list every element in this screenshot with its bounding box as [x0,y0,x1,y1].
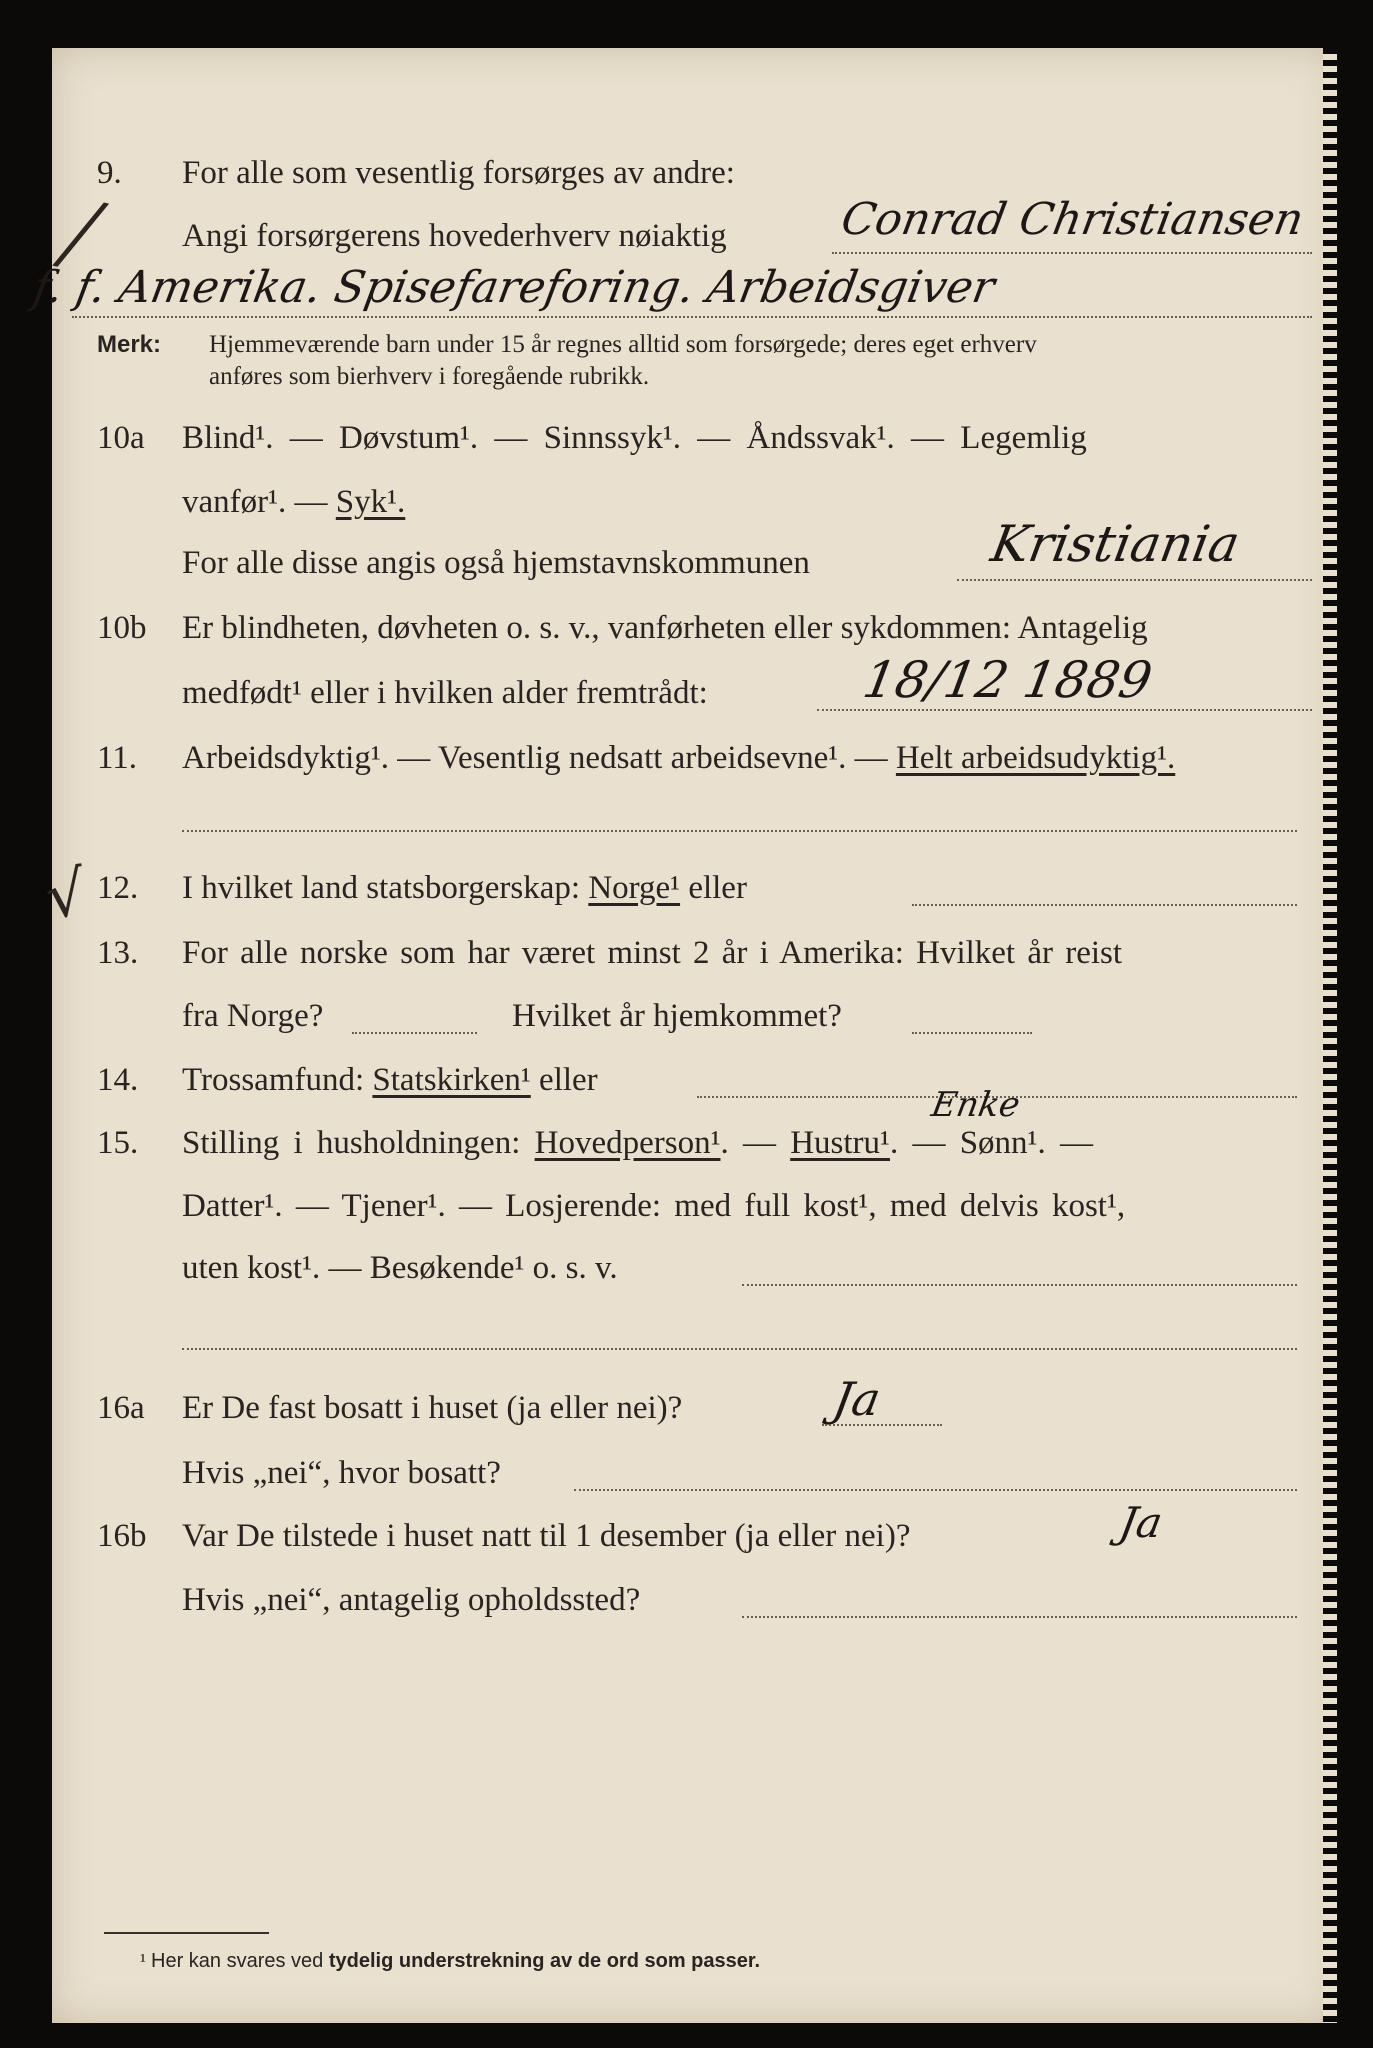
question-11 [52,738,1337,778]
answer-line [742,1616,1297,1618]
question-12 [52,868,1337,908]
question-number: 13. [97,935,139,971]
question-text: Stilling i husholdningen: [182,1125,535,1161]
question-text: . — Sønn¹. — [889,1125,1093,1161]
underlined-choice: Helt arbeidsudyktig¹. [895,740,1176,776]
question-text: Datter¹. — Tjener¹. — Losjerende: med full kost¹, med delvis kost¹, [182,1188,1126,1224]
question-9-line3 [29,262,1337,318]
question-number: 16b [97,1518,147,1554]
handwritten-answer: 18/12 1889 [858,651,1157,709]
question-10b [52,608,1337,648]
question-text: Angi forsørgerens hovederhverv nøiaktig [182,218,727,254]
question-text: vanfør¹. — [182,484,336,520]
question-text: eller [680,870,747,906]
footnote-rule [104,1932,269,1934]
question-text: Trossamfund: [182,1062,373,1098]
question-text: . — [720,1125,791,1161]
question-text: For alle norske som har været minst 2 år i Amerika: Hvilket år reist [182,935,1123,971]
question-text: Var De tilstede i huset natt til 1 desember (ja eller nei)? [182,1518,911,1554]
answer-line [822,1424,942,1426]
question-10a [52,418,1337,458]
question-16b [52,1498,1337,1556]
question-text: Blind¹. — Døvstum¹. — Sinnssyk¹. — Åndssvak¹. — Legemlig [182,420,1087,456]
check-mark-icon: ╱ [54,194,107,275]
question-text: Hvis „nei“, hvor bosatt? [182,1455,501,1491]
answer-line [72,316,1312,318]
answer-line [742,1284,1297,1286]
question-13-line2 [52,996,1337,1036]
footnote-mark: ¹ [140,1950,146,1972]
question-number: 15. [97,1125,139,1161]
question-15-line2 [52,1186,1337,1226]
handwritten-answer: Ja [1115,1498,1167,1547]
answer-line [817,709,1312,711]
question-15-line3 [52,1248,1337,1288]
question-15 [52,1085,1337,1163]
question-number: 16a [97,1390,145,1426]
question-16b-line2 [52,1580,1337,1620]
question-number: 11. [97,740,138,776]
note-merk [52,330,1337,390]
underlined-choice: Statskirken¹ [372,1062,531,1098]
question-text: For alle disse angis også hjemstavnskommunen [182,545,810,581]
question-text: medfødt¹ eller i hvilken alder fremtrådt: [182,675,708,711]
question-text: Hvis „nei“, antagelig opholdssted? [182,1582,641,1618]
question-number: 9. [97,155,122,191]
question-10a-line3 [52,515,1337,583]
handwritten-answer: f. f. Amerika. Spisefareforing. Arbeidsgiver [29,262,999,313]
question-16a [52,1372,1337,1428]
footnote-text-bold: tydelig understrekning av de ord som passer. [328,1950,761,1972]
footnote [140,1948,760,1974]
note-label: Merk: [97,331,162,358]
handwritten-answer: Kristiania [986,515,1244,573]
handwritten-answer: Enke [928,1085,1023,1125]
question-9 [52,153,1337,193]
question-16a-line2 [52,1453,1337,1493]
question-text: fra Norge? [182,998,324,1034]
question-text: Er De fast bosatt i huset (ja eller nei)? [182,1390,683,1426]
answer-line [574,1489,1297,1491]
question-number: 12. [97,870,139,906]
answer-line [957,579,1312,581]
answer-line [182,830,1297,832]
answer-line [182,1348,1297,1350]
underlined-choice: Norge¹ [588,870,681,906]
census-form-page [29,48,1337,2023]
underlined-choice: Syk¹. [335,484,406,520]
question-14 [52,1060,1337,1100]
check-mark-icon: √ [41,855,91,934]
answer-line [912,904,1297,906]
question-text: uten kost¹. — Besøkende¹ o. s. v. [182,1250,618,1286]
handwritten-answer: Conrad Christiansen [837,194,1308,245]
underlined-choice: Hustru¹ [790,1125,890,1161]
question-10b-line2 [52,651,1337,713]
question-text: For alle som vesentlig forsørges av andre: [182,155,735,191]
answer-line [832,252,1312,254]
footnote-text: Her kan svares ved [151,1950,329,1972]
answer-line [912,1032,1032,1034]
question-9-line2 [52,194,1337,256]
note-text: Hjemmeværende barn under 15 år regnes alltid som forsørgede; deres eget erhverv [209,331,1037,358]
question-13 [52,933,1337,973]
question-text: Er blindheten, døvheten o. s. v., vanførheten eller sykdommen: Antagelig [182,610,1148,646]
underlined-choice: Hovedperson¹ [534,1125,721,1161]
handwritten-answer: Ja [829,1372,885,1426]
note-text: anføres som bierhverv i foregående rubrikk. [209,363,650,390]
question-text: Arbeidsdyktig¹. — Vesentlig nedsatt arbeidsevne¹. — [182,740,896,776]
question-number: 14. [97,1062,139,1098]
answer-line [352,1032,477,1034]
question-text: I hvilket land statsborgerskap: [182,870,589,906]
question-number: 10a [97,420,145,456]
question-text: Hvilket år hjemkommet? [512,998,842,1034]
question-text: eller [530,1062,598,1098]
question-number: 10b [97,610,147,646]
